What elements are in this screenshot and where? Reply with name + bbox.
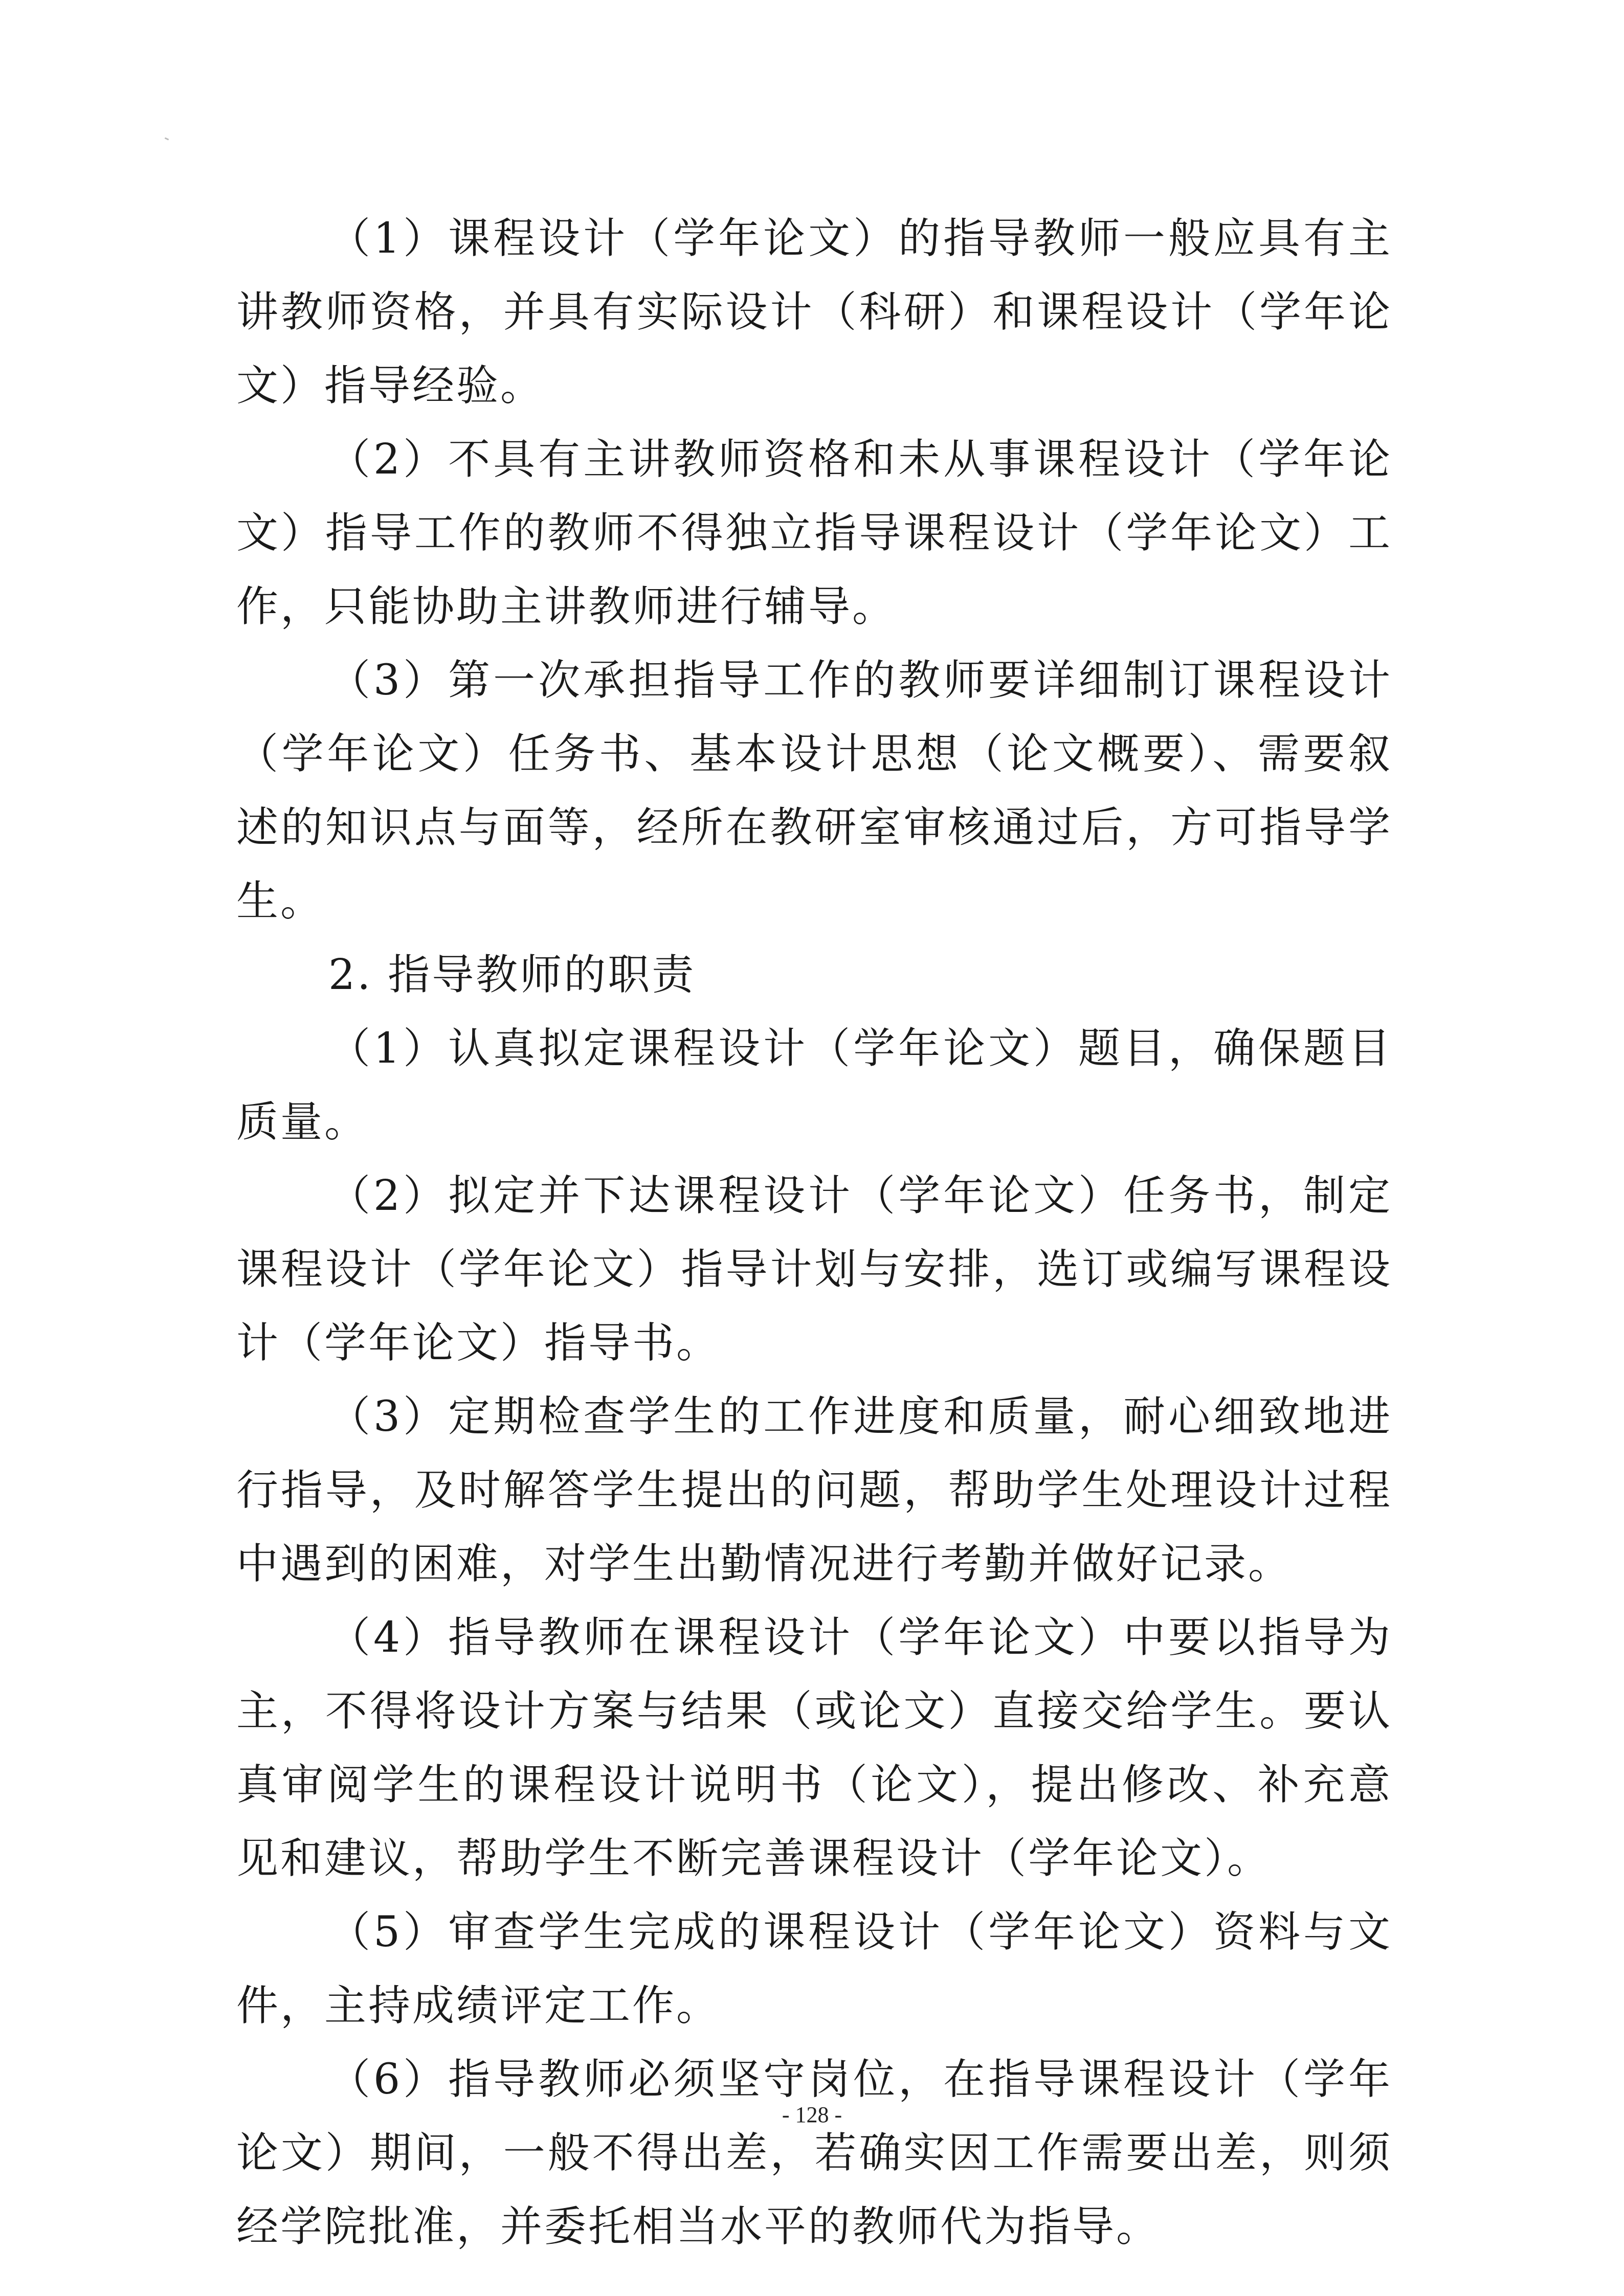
- paragraph-qualification-1: （1）课程设计（学年论文）的指导教师一般应具有主讲教师资格，并具有实际设计（科研）和课程设计（学年论文）指导经验。: [236, 214, 1392, 410]
- paragraph-duty-1: （1）认真拟定课程设计（学年论文）题目，确保题目质量。: [236, 1024, 1392, 1146]
- page-number: - 128 -: [782, 2102, 842, 2127]
- scan-artifact: [165, 137, 169, 140]
- paragraph-duty-6: （6）指导教师必须坚守岗位，在指导课程设计（学年论文）期间，一般不得出差，若确实因工作需要出差，则须经学院批准，并委托相当水平的教师代为指导。: [236, 2055, 1392, 2251]
- section-heading-duties: 2. 指导教师的职责: [328, 951, 696, 999]
- paragraph-duty-2: （2）拟定并下达课程设计（学年论文）任务书，制定课程设计（学年论文）指导计划与安排，选订或编写课程设计（学年论文）指导书。: [236, 1172, 1392, 1367]
- paragraph-duty-3: （3）定期检查学生的工作进度和质量，耐心细致地进行指导，及时解答学生提出的问题，帮助学生处理设计过程中遇到的困难，对学生出勤情况进行考勤并做好记录。: [236, 1392, 1392, 1588]
- paragraph-qualification-3: （3）第一次承担指导工作的教师要详细制订课程设计（学年论文）任务书、基本设计思想（论文概要）、需要叙述的知识点与面等，经所在教研室审核通过后，方可指导学生。: [236, 656, 1392, 926]
- paragraph-duty-4: （4）指导教师在课程设计（学年论文）中要以指导为主，不得将设计方案与结果（或论文）直接交给学生。要认真审阅学生的课程设计说明书（论文），提出修改、补充意见和建议，帮助学生不断完善课程设计（学年论文）。: [236, 1613, 1392, 1883]
- paragraph-qualification-2: （2）不具有主讲教师资格和未从事课程设计（学年论文）指导工作的教师不得独立指导课程设计（学年论文）工作，只能协助主讲教师进行辅导。: [236, 435, 1392, 631]
- document-body: [236, 202, 1392, 2264]
- paragraph-duty-5: （5）审查学生完成的课程设计（学年论文）资料与文件，主持成绩评定工作。: [236, 1908, 1392, 2030]
